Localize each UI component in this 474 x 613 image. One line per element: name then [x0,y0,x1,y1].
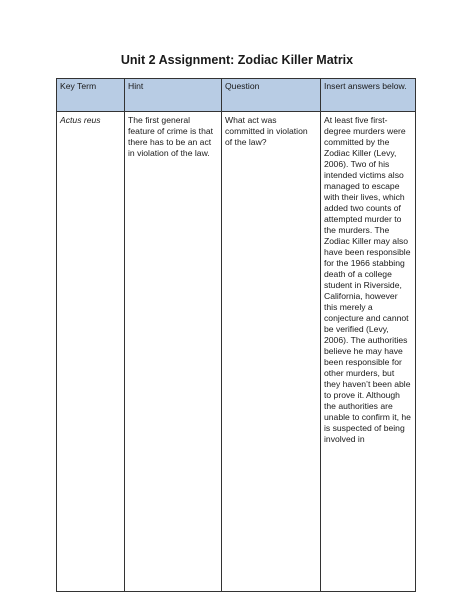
header-key-term: Key Term [57,79,125,112]
document-title: Unit 2 Assignment: Zodiac Killer Matrix [120,53,354,67]
cell-key-term: Actus reus [57,112,125,592]
table-row [57,112,416,592]
header-hint: Hint [125,79,222,112]
zodiac-matrix-table [56,78,416,592]
cell-answer: At least five first-degree murders were committed by the Zodiac Killer (Levy, 2006). Two of his intended victims also managed to escape with their lives, which added two counts of attempted murder to the murders. The Zodiac Killer may also have been responsible for the 1966 stabbing death of a college student in Riverside, California, however this merely a conjecture and cannot be verified (Levy, 2006). The authorities believe he may have been responsible for other murders, but they haven’t been able to prove it. Although the authorities are unable to confirm it, he is suspected of being involved in [321,112,416,592]
table-header-row [57,79,416,112]
header-question: Question [222,79,321,112]
cell-hint: The first general feature of crime is that there has to be an act in violation of the law. [125,112,222,592]
cell-question: What act was committed in violation of the law? [222,112,321,592]
header-answers: Insert answers below. [321,79,416,112]
